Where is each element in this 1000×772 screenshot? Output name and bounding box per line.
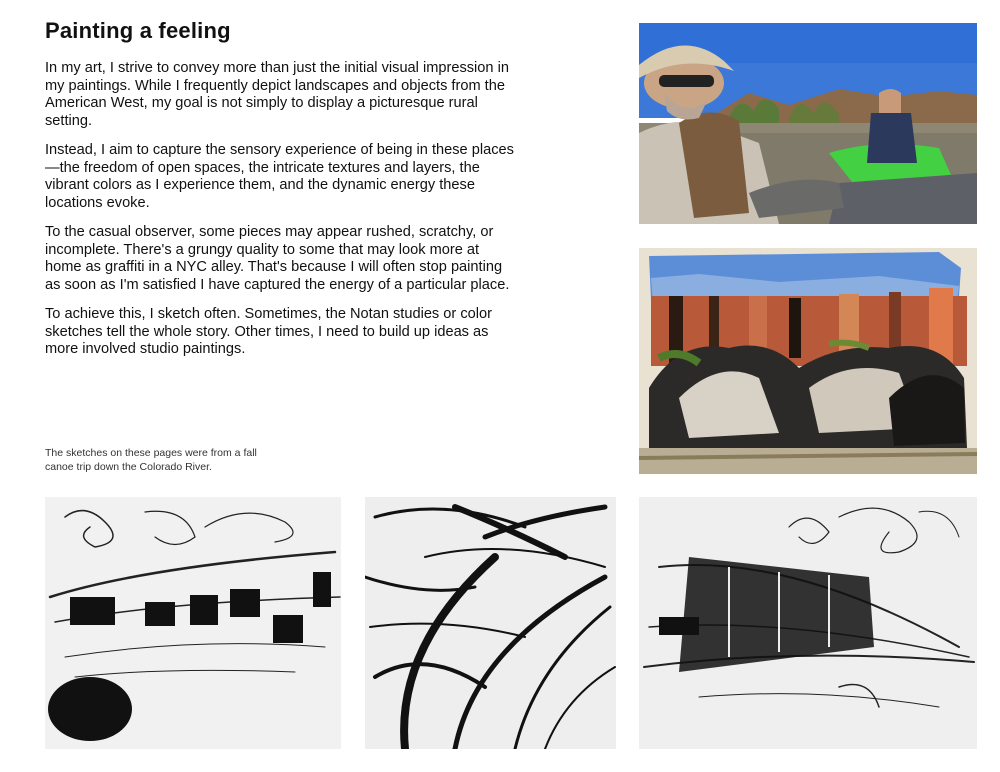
sketch-canyon-wall [45, 497, 341, 749]
canoe-trip-photo [639, 23, 977, 224]
sketch-train [639, 497, 977, 749]
paragraph-2: Instead, I aim to capture the sensory experience of being in these places—the freedom of open spaces, the intricate textures and layers, the vibrant colors as I experience them, and the dynamic energy these locations evoke. [45, 142, 514, 211]
sketch-caption: The sketches on these pages were from a fall canoe trip down the Colorado River. [45, 447, 257, 473]
canyon-painting [639, 248, 977, 474]
sketch-grass-strokes [365, 497, 616, 749]
paragraph-1: In my art, I strive to convey more than just the initial visual impression in my paintings. While I frequently depict landscapes and objects from the American West, my goal is not simply to display a picturesque rural setting. [45, 60, 509, 129]
article-title: Painting a feeling [45, 18, 231, 43]
article-body [45, 60, 515, 371]
paragraph-3: To the casual observer, some pieces may appear rushed, scratchy, or incomplete. There's a grungy quality to some that may look more at home as graffiti in a NYC alley. That's because I will often stop painting as soon as I'm satisfied I have captured the energy of a particular place. [45, 224, 510, 293]
paragraph-4: To achieve this, I sketch often. Sometimes, the Notan studies or color sketches tell the whole story. Other times, I need to build up ideas as more involved studio paintings. [45, 306, 492, 357]
